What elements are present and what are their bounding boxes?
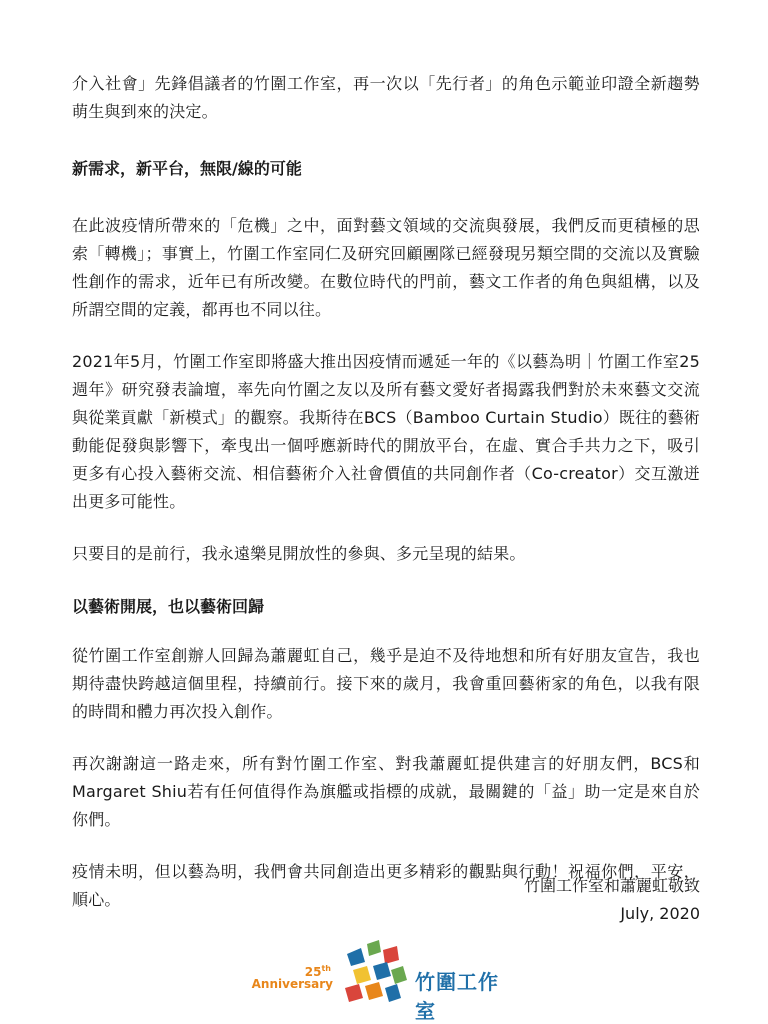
org-name: 竹圍工作室 — [415, 970, 499, 1023]
paragraph-crisis: 在此波疫情所帶來的「危機」之中，面對藝文領域的交流與發展，我們反而更積極的思索「轉機」；事實上，竹圍工作室同仁及研究回顧團隊已經發現另類空間的交流以及實驗性創作的需求，近年已有所改變。在數位時代的門前，藝文工作者的角色與組構，以及所謂空間的定義，都再也不同以往。 — [72, 216, 700, 319]
paragraph-forum: 2021年5月，竹圍工作室即將盛大推出因疫情而遞延一年的《以藝為明｜竹圍工作室25週年》研究發表論壇，率先向竹圍之友以及所有藝文愛好者揭露我們對於未來藝文交流與從業貢獻「新模式」的觀察。我斯待在BCS（Bamboo Curtain Studio）既往的藝術動能促發與影響下，牽曳出一個呼應新時代的開放平台，在虛、實合手共力之下，吸引更多有心投入藝術交流、相信藝術介入社會價值的共同創作者（Co-creator）交互激迸出更多可能性。 — [72, 352, 700, 511]
footer-logo — [251, 940, 517, 1023]
paragraph-founder: 從竹圍工作室創辦人回歸為蕭麗虹自己，幾乎是迫不及待地想和所有好朋友宣告，我也期待盡快跨越這個里程，持續前行。接下來的歲月，我會重回藝術家的角色，以我有限的時間和體力再次投入創作。 — [72, 646, 700, 721]
signature-date: July, 2020 — [620, 904, 700, 923]
bamboo-curtain-logo-icon — [339, 940, 409, 1006]
paragraph-intro: 介入社會」先鋒倡議者的竹圍工作室，再一次以「先行者」的角色示範並印證全新趨勢萌生與到來的決定。 — [72, 74, 700, 121]
anniversary-number: 25th — [304, 964, 331, 979]
signature-name: 竹圍工作室和蕭麗虹敬致 — [523, 876, 700, 895]
anniversary-mark — [251, 940, 337, 1000]
paragraph-open: 只要目的是前行，我永遠樂見開放性的參與、多元呈現的結果。 — [72, 544, 526, 563]
anniversary-word: Anniversary — [251, 977, 333, 991]
section-heading-art: 以藝術開展，也以藝術回歸 — [72, 597, 265, 616]
section-heading-new-platform: 新需求，新平台，無限/線的可能 — [72, 159, 302, 178]
signature-block — [524, 872, 700, 928]
paragraph-closing: 疫情未明，但以藝為明，我們會共同創造出更多精彩的觀點與行動！祝福你們，平安，順心。 — [72, 862, 700, 909]
letter-body — [72, 70, 700, 938]
paragraph-thanks: 再次謝謝這一路走來，所有對竹圍工作室、對我蕭麗虹提供建言的好朋友們，BCS和Margaret Shiu若有任何值得作為旗艦或指標的成就，最關鍵的「益」助一定是來自於你們。 — [72, 754, 700, 829]
